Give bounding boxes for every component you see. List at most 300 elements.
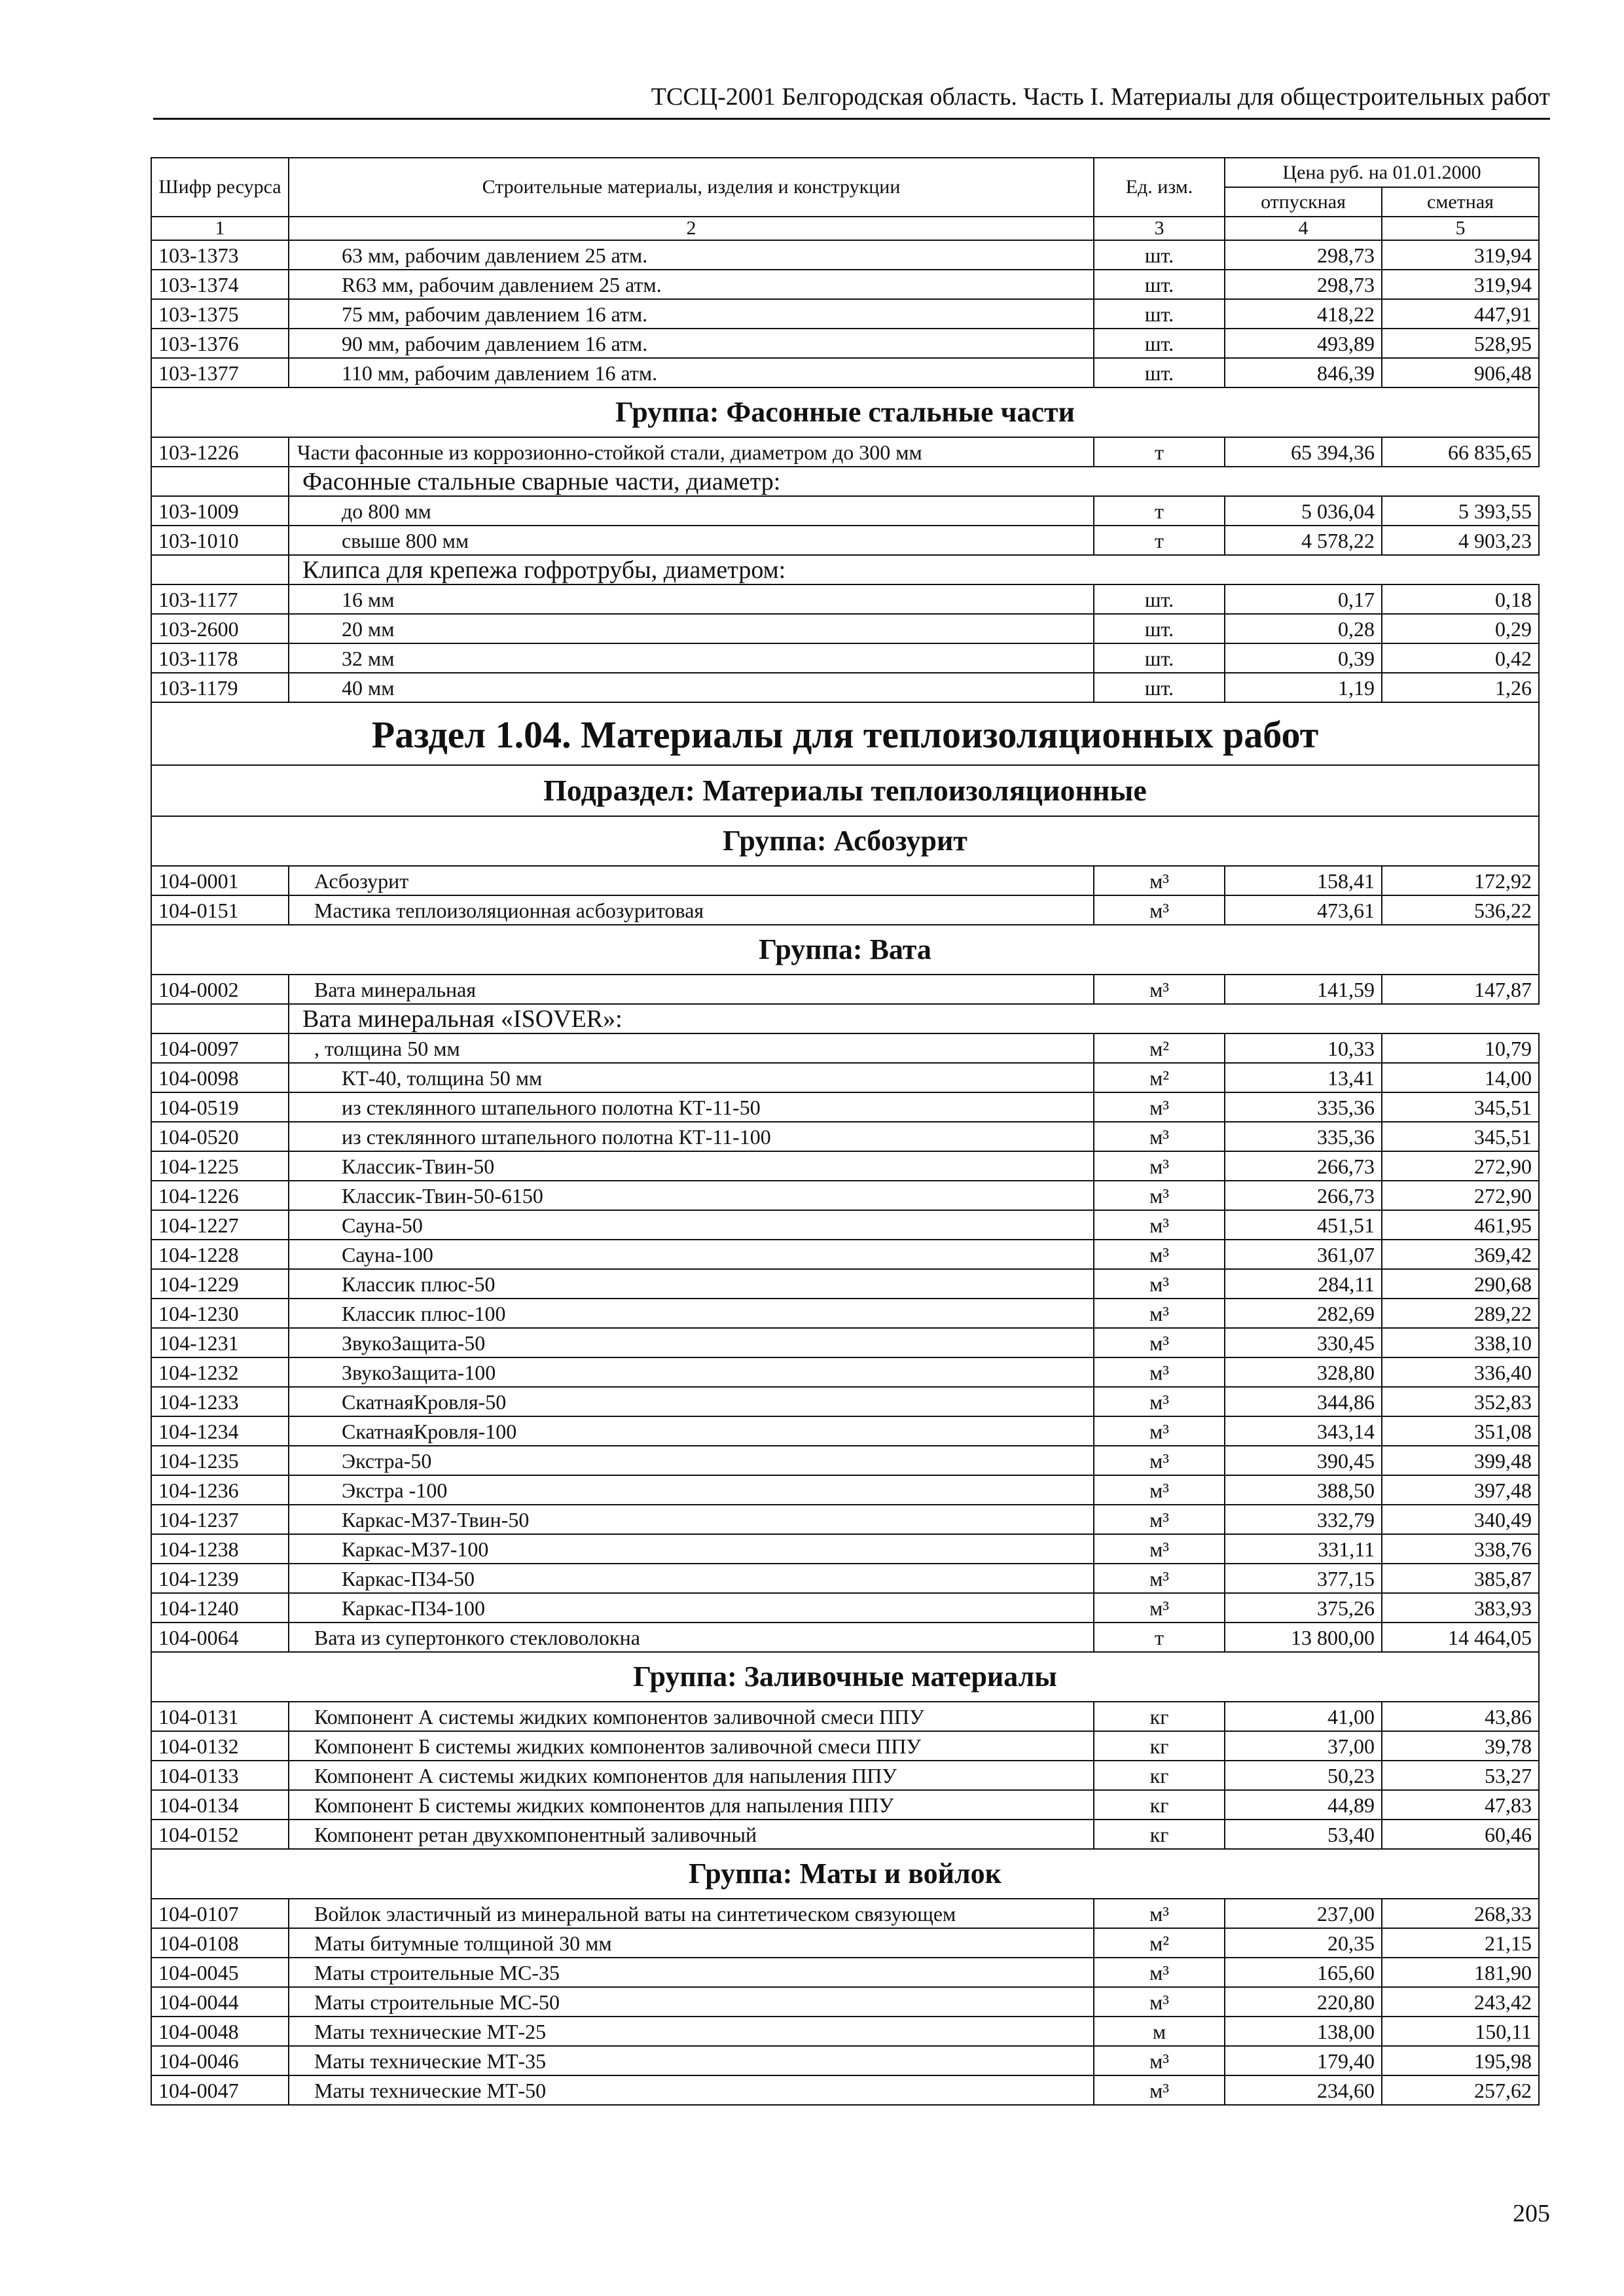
unit-of-measure: м³ xyxy=(1094,1092,1225,1122)
section-title: Раздел 1.04. Материалы для теплоизоляционных работ xyxy=(151,702,1539,765)
resource-code: 104-1234 xyxy=(151,1416,289,1446)
subgroup-spacer xyxy=(151,467,289,496)
group-title: Группа: Фасонные стальные части xyxy=(151,387,1539,437)
estimate-price: 345,51 xyxy=(1382,1122,1539,1151)
release-price: 388,50 xyxy=(1225,1475,1382,1505)
table-row xyxy=(151,1899,1539,1928)
resource-code: 103-1177 xyxy=(151,584,289,614)
release-price: 846,39 xyxy=(1225,358,1382,387)
unit-of-measure: м³ xyxy=(1094,1299,1225,1328)
resource-code: 103-1226 xyxy=(151,437,289,467)
release-price: 50,23 xyxy=(1225,1761,1382,1790)
material-name: Мастика теплоизоляционная асбозуритовая xyxy=(289,895,1094,925)
material-name: 32 мм xyxy=(289,643,1094,673)
table-row xyxy=(151,437,1539,467)
release-price: 335,36 xyxy=(1225,1092,1382,1122)
unit-of-measure: шт. xyxy=(1094,240,1225,270)
group-title: Группа: Вата xyxy=(151,925,1539,975)
release-price: 331,11 xyxy=(1225,1534,1382,1564)
material-name: Экстра -100 xyxy=(289,1475,1094,1505)
table-row xyxy=(151,1122,1539,1151)
material-name: Маты технические МТ-25 xyxy=(289,2017,1094,2046)
table-row xyxy=(151,1357,1539,1387)
estimate-price: 147,87 xyxy=(1382,975,1539,1004)
estimate-price: 399,48 xyxy=(1382,1446,1539,1475)
resource-code: 104-0048 xyxy=(151,2017,289,2046)
release-price: 158,41 xyxy=(1225,866,1382,895)
unit-of-measure: м³ xyxy=(1094,1416,1225,1446)
unit-of-measure: м³ xyxy=(1094,1181,1225,1210)
unit-of-measure: м³ xyxy=(1094,1387,1225,1416)
table-row xyxy=(151,1387,1539,1416)
release-price: 335,36 xyxy=(1225,1122,1382,1151)
release-price: 298,73 xyxy=(1225,270,1382,299)
table-row xyxy=(151,1534,1539,1564)
table-row xyxy=(151,584,1539,614)
unit-of-measure: м³ xyxy=(1094,895,1225,925)
material-name: свыше 800 мм xyxy=(289,526,1094,555)
table-row xyxy=(151,1416,1539,1446)
estimate-price: 351,08 xyxy=(1382,1416,1539,1446)
material-name: Компонент Б системы жидких компонентов заливочной смеси ППУ xyxy=(289,1731,1094,1761)
table-row xyxy=(151,1958,1539,1987)
table-body xyxy=(151,240,1539,2105)
resource-code: 104-0098 xyxy=(151,1063,289,1092)
table-row xyxy=(151,1092,1539,1122)
subsection-title: Подраздел: Материалы теплоизоляционные xyxy=(151,765,1539,816)
table-row xyxy=(151,526,1539,555)
estimate-price: 289,22 xyxy=(1382,1299,1539,1328)
table-row xyxy=(151,1181,1539,1210)
estimate-price: 385,87 xyxy=(1382,1564,1539,1593)
table-header xyxy=(151,158,1539,240)
resource-code: 103-1374 xyxy=(151,270,289,299)
release-price: 220,80 xyxy=(1225,1987,1382,2017)
table-row xyxy=(151,329,1539,358)
resource-code: 104-1229 xyxy=(151,1269,289,1299)
col-header-price: Цена руб. на 01.01.2000 xyxy=(1225,158,1539,187)
unit-of-measure: м³ xyxy=(1094,1475,1225,1505)
release-price: 284,11 xyxy=(1225,1269,1382,1299)
table-row xyxy=(151,673,1539,702)
table-row xyxy=(151,2075,1539,2105)
subgroup-row xyxy=(151,467,1539,496)
table-row xyxy=(151,1446,1539,1475)
material-name: Классик плюс-100 xyxy=(289,1299,1094,1328)
material-name: Маты строительные МС-50 xyxy=(289,1987,1094,2017)
release-price: 451,51 xyxy=(1225,1210,1382,1240)
estimate-price: 14,00 xyxy=(1382,1063,1539,1092)
material-name: КТ-40, толщина 50 мм xyxy=(289,1063,1094,1092)
release-price: 1,19 xyxy=(1225,673,1382,702)
material-name: Компонент Б системы жидких компонентов для напыления ППУ xyxy=(289,1790,1094,1820)
resource-code: 104-1237 xyxy=(151,1505,289,1534)
estimate-price: 1,26 xyxy=(1382,673,1539,702)
resource-code: 104-0519 xyxy=(151,1092,289,1122)
unit-of-measure: м³ xyxy=(1094,1151,1225,1181)
resource-code: 104-0107 xyxy=(151,1899,289,1928)
unit-of-measure: м³ xyxy=(1094,1328,1225,1357)
material-name: Каркас-М37-100 xyxy=(289,1534,1094,1564)
group-title: Группа: Маты и войлок xyxy=(151,1849,1539,1899)
unit-of-measure: шт. xyxy=(1094,329,1225,358)
material-name: Классик-Твин-50 xyxy=(289,1151,1094,1181)
resource-code: 104-0134 xyxy=(151,1790,289,1820)
unit-of-measure: м³ xyxy=(1094,1240,1225,1269)
resource-code: 104-0131 xyxy=(151,1702,289,1731)
estimate-price: 39,78 xyxy=(1382,1731,1539,1761)
material-name: ЗвукоЗащита-100 xyxy=(289,1357,1094,1387)
resource-code: 104-1232 xyxy=(151,1357,289,1387)
material-name: 16 мм xyxy=(289,584,1094,614)
material-name: Войлок эластичный из минеральной ваты на синтетическом связующем xyxy=(289,1899,1094,1928)
estimate-price: 195,98 xyxy=(1382,2046,1539,2075)
table-row xyxy=(151,1564,1539,1593)
col-number-4: 4 xyxy=(1225,217,1382,240)
header-rule xyxy=(153,118,1550,120)
col-number-2: 2 xyxy=(289,217,1094,240)
resource-code: 103-1179 xyxy=(151,673,289,702)
unit-of-measure: кг xyxy=(1094,1702,1225,1731)
estimate-price: 60,46 xyxy=(1382,1820,1539,1849)
table-row xyxy=(151,240,1539,270)
unit-of-measure: м³ xyxy=(1094,2046,1225,2075)
table-row xyxy=(151,496,1539,526)
material-name: Вата минеральная xyxy=(289,975,1094,1004)
table-row xyxy=(151,1033,1539,1063)
table-row xyxy=(151,2046,1539,2075)
release-price: 266,73 xyxy=(1225,1181,1382,1210)
group-heading-row xyxy=(151,1849,1539,1899)
release-price: 41,00 xyxy=(1225,1702,1382,1731)
material-name: Вата из супертонкого стекловолокна xyxy=(289,1623,1094,1652)
unit-of-measure: м³ xyxy=(1094,1122,1225,1151)
estimate-price: 336,40 xyxy=(1382,1357,1539,1387)
resource-code: 104-1228 xyxy=(151,1240,289,1269)
estimate-price: 340,49 xyxy=(1382,1505,1539,1534)
price-table xyxy=(151,157,1540,2106)
resource-code: 104-1226 xyxy=(151,1181,289,1210)
resource-code: 104-1235 xyxy=(151,1446,289,1475)
col-header-code: Шифр ресурса xyxy=(151,158,289,217)
material-name: ЗвукоЗащита-50 xyxy=(289,1328,1094,1357)
col-header-name: Строительные материалы, изделия и конструкции xyxy=(289,158,1094,217)
material-name: Экстра-50 xyxy=(289,1446,1094,1475)
estimate-price: 0,42 xyxy=(1382,643,1539,673)
material-name: Сауна-50 xyxy=(289,1210,1094,1240)
estimate-price: 43,86 xyxy=(1382,1702,1539,1731)
release-price: 343,14 xyxy=(1225,1416,1382,1446)
material-name: Компонент ретан двухкомпонентный заливочный xyxy=(289,1820,1094,1849)
release-price: 165,60 xyxy=(1225,1958,1382,1987)
resource-code: 103-1009 xyxy=(151,496,289,526)
subgroup-title: Клипса для крепежа гофротрубы, диаметром: xyxy=(289,555,1539,584)
unit-of-measure: шт. xyxy=(1094,584,1225,614)
release-price: 37,00 xyxy=(1225,1731,1382,1761)
subgroup-title: Фасонные стальные сварные части, диаметр: xyxy=(289,467,1539,496)
unit-of-measure: м³ xyxy=(1094,1987,1225,2017)
table-row xyxy=(151,1240,1539,1269)
table-row xyxy=(151,299,1539,329)
release-price: 10,33 xyxy=(1225,1033,1382,1063)
estimate-price: 447,91 xyxy=(1382,299,1539,329)
unit-of-measure: кг xyxy=(1094,1790,1225,1820)
resource-code: 103-1376 xyxy=(151,329,289,358)
estimate-price: 150,11 xyxy=(1382,2017,1539,2046)
release-price: 0,39 xyxy=(1225,643,1382,673)
estimate-price: 53,27 xyxy=(1382,1761,1539,1790)
table-row xyxy=(151,975,1539,1004)
subgroup-title: Вата минеральная «ISOVER»: xyxy=(289,1004,1539,1033)
unit-of-measure: м³ xyxy=(1094,2075,1225,2105)
resource-code: 104-0151 xyxy=(151,895,289,925)
resource-code: 104-0064 xyxy=(151,1623,289,1652)
section-heading-row xyxy=(151,702,1539,765)
unit-of-measure: м³ xyxy=(1094,1357,1225,1387)
unit-of-measure: т xyxy=(1094,496,1225,526)
release-price: 473,61 xyxy=(1225,895,1382,925)
resource-code: 103-1375 xyxy=(151,299,289,329)
estimate-price: 47,83 xyxy=(1382,1790,1539,1820)
subsection-heading-row xyxy=(151,765,1539,816)
release-price: 0,17 xyxy=(1225,584,1382,614)
estimate-price: 528,95 xyxy=(1382,329,1539,358)
estimate-price: 345,51 xyxy=(1382,1092,1539,1122)
material-name: Асбозурит xyxy=(289,866,1094,895)
material-name: Классик плюс-50 xyxy=(289,1269,1094,1299)
release-price: 344,86 xyxy=(1225,1387,1382,1416)
estimate-price: 272,90 xyxy=(1382,1151,1539,1181)
resource-code: 104-1238 xyxy=(151,1534,289,1564)
group-heading-row xyxy=(151,1652,1539,1702)
table-row xyxy=(151,1593,1539,1623)
estimate-price: 5 393,55 xyxy=(1382,496,1539,526)
col-number-5: 5 xyxy=(1382,217,1539,240)
table-row xyxy=(151,1328,1539,1357)
material-name: 75 мм, рабочим давлением 16 атм. xyxy=(289,299,1094,329)
estimate-price: 383,93 xyxy=(1382,1593,1539,1623)
table-row xyxy=(151,1269,1539,1299)
material-name: до 800 мм xyxy=(289,496,1094,526)
resource-code: 104-0152 xyxy=(151,1820,289,1849)
material-name: Каркас-П34-50 xyxy=(289,1564,1094,1593)
material-name: Компонент А системы жидких компонентов для напыления ППУ xyxy=(289,1761,1094,1790)
material-name: 40 мм xyxy=(289,673,1094,702)
material-name: Маты технические МТ-35 xyxy=(289,2046,1094,2075)
unit-of-measure: м² xyxy=(1094,1033,1225,1063)
release-price: 298,73 xyxy=(1225,240,1382,270)
resource-code: 104-0046 xyxy=(151,2046,289,2075)
col-number-3: 3 xyxy=(1094,217,1225,240)
unit-of-measure: м³ xyxy=(1094,1269,1225,1299)
material-name: Маты строительные МС-35 xyxy=(289,1958,1094,1987)
unit-of-measure: м³ xyxy=(1094,1534,1225,1564)
resource-code: 104-0108 xyxy=(151,1928,289,1958)
release-price: 418,22 xyxy=(1225,299,1382,329)
col-number-1: 1 xyxy=(151,217,289,240)
table-row xyxy=(151,866,1539,895)
estimate-price: 369,42 xyxy=(1382,1240,1539,1269)
material-name: СкатнаяКровля-100 xyxy=(289,1416,1094,1446)
table-row xyxy=(151,1928,1539,1958)
material-name: 90 мм, рабочим давлением 16 атм. xyxy=(289,329,1094,358)
group-title: Группа: Заливочные материалы xyxy=(151,1652,1539,1702)
estimate-price: 338,76 xyxy=(1382,1534,1539,1564)
release-price: 493,89 xyxy=(1225,329,1382,358)
table-row xyxy=(151,2017,1539,2046)
table-row xyxy=(151,1987,1539,2017)
release-price: 65 394,36 xyxy=(1225,437,1382,467)
unit-of-measure: т xyxy=(1094,1623,1225,1652)
resource-code: 103-2600 xyxy=(151,614,289,643)
material-name: Классик-Твин-50-6150 xyxy=(289,1181,1094,1210)
resource-code: 104-0132 xyxy=(151,1731,289,1761)
unit-of-measure: м³ xyxy=(1094,1505,1225,1534)
resource-code: 104-0044 xyxy=(151,1987,289,2017)
estimate-price: 268,33 xyxy=(1382,1899,1539,1928)
material-name: из стеклянного штапельного полотна КТ-11-50 xyxy=(289,1092,1094,1122)
material-name: Сауна-100 xyxy=(289,1240,1094,1269)
table-row xyxy=(151,1702,1539,1731)
unit-of-measure: кг xyxy=(1094,1820,1225,1849)
unit-of-measure: шт. xyxy=(1094,673,1225,702)
col-header-unit: Ед. изм. xyxy=(1094,158,1225,217)
estimate-price: 536,22 xyxy=(1382,895,1539,925)
table-row xyxy=(151,1820,1539,1849)
table-row xyxy=(151,358,1539,387)
unit-of-measure: м³ xyxy=(1094,866,1225,895)
unit-of-measure: м² xyxy=(1094,1063,1225,1092)
release-price: 13 800,00 xyxy=(1225,1623,1382,1652)
table-row xyxy=(151,1063,1539,1092)
release-price: 138,00 xyxy=(1225,2017,1382,2046)
table-row xyxy=(151,1623,1539,1652)
estimate-price: 257,62 xyxy=(1382,2075,1539,2105)
estimate-price: 338,10 xyxy=(1382,1328,1539,1357)
material-name: СкатнаяКровля-50 xyxy=(289,1387,1094,1416)
table-row xyxy=(151,1151,1539,1181)
unit-of-measure: м³ xyxy=(1094,1564,1225,1593)
material-name: Компонент А системы жидких компонентов заливочной смеси ППУ xyxy=(289,1702,1094,1731)
resource-code: 104-1233 xyxy=(151,1387,289,1416)
resource-code: 103-1178 xyxy=(151,643,289,673)
unit-of-measure: м³ xyxy=(1094,1899,1225,1928)
subgroup-row xyxy=(151,555,1539,584)
release-price: 44,89 xyxy=(1225,1790,1382,1820)
release-price: 377,15 xyxy=(1225,1564,1382,1593)
unit-of-measure: м³ xyxy=(1094,1958,1225,1987)
release-price: 266,73 xyxy=(1225,1151,1382,1181)
material-name: Маты технические МТ-50 xyxy=(289,2075,1094,2105)
material-name: , толщина 50 мм xyxy=(289,1033,1094,1063)
unit-of-measure: кг xyxy=(1094,1731,1225,1761)
release-price: 332,79 xyxy=(1225,1505,1382,1534)
unit-of-measure: шт. xyxy=(1094,270,1225,299)
unit-of-measure: шт. xyxy=(1094,358,1225,387)
resource-code: 104-1240 xyxy=(151,1593,289,1623)
resource-code: 103-1010 xyxy=(151,526,289,555)
release-price: 0,28 xyxy=(1225,614,1382,643)
table-row xyxy=(151,614,1539,643)
unit-of-measure: шт. xyxy=(1094,299,1225,329)
group-title: Группа: Асбозурит xyxy=(151,816,1539,866)
release-price: 330,45 xyxy=(1225,1328,1382,1357)
estimate-price: 66 835,65 xyxy=(1382,437,1539,467)
table-row xyxy=(151,270,1539,299)
resource-code: 103-1373 xyxy=(151,240,289,270)
estimate-price: 397,48 xyxy=(1382,1475,1539,1505)
page-number: 205 xyxy=(1513,2200,1550,2227)
resource-code: 104-0097 xyxy=(151,1033,289,1063)
estimate-price: 243,42 xyxy=(1382,1987,1539,2017)
table-row xyxy=(151,643,1539,673)
resource-code: 104-0133 xyxy=(151,1761,289,1790)
unit-of-measure: шт. xyxy=(1094,614,1225,643)
col-header-estimate: сметная xyxy=(1382,187,1539,217)
resource-code: 104-1227 xyxy=(151,1210,289,1240)
estimate-price: 10,79 xyxy=(1382,1033,1539,1063)
unit-of-measure: шт. xyxy=(1094,643,1225,673)
material-name: R63 мм, рабочим давлением 25 атм. xyxy=(289,270,1094,299)
release-price: 375,26 xyxy=(1225,1593,1382,1623)
release-price: 390,45 xyxy=(1225,1446,1382,1475)
estimate-price: 4 903,23 xyxy=(1382,526,1539,555)
resource-code: 104-0001 xyxy=(151,866,289,895)
resource-code: 104-0047 xyxy=(151,2075,289,2105)
release-price: 234,60 xyxy=(1225,2075,1382,2105)
estimate-price: 181,90 xyxy=(1382,1958,1539,1987)
unit-of-measure: м³ xyxy=(1094,1446,1225,1475)
estimate-price: 319,94 xyxy=(1382,240,1539,270)
table-row xyxy=(151,1731,1539,1761)
estimate-price: 272,90 xyxy=(1382,1181,1539,1210)
estimate-price: 172,92 xyxy=(1382,866,1539,895)
unit-of-measure: м xyxy=(1094,2017,1225,2046)
resource-code: 104-1239 xyxy=(151,1564,289,1593)
estimate-price: 906,48 xyxy=(1382,358,1539,387)
estimate-price: 14 464,05 xyxy=(1382,1623,1539,1652)
unit-of-measure: м³ xyxy=(1094,1210,1225,1240)
unit-of-measure: т xyxy=(1094,526,1225,555)
release-price: 141,59 xyxy=(1225,975,1382,1004)
table-row xyxy=(151,1761,1539,1790)
estimate-price: 0,18 xyxy=(1382,584,1539,614)
unit-of-measure: кг xyxy=(1094,1761,1225,1790)
group-heading-row xyxy=(151,387,1539,437)
resource-code: 104-0002 xyxy=(151,975,289,1004)
unit-of-measure: м³ xyxy=(1094,975,1225,1004)
release-price: 237,00 xyxy=(1225,1899,1382,1928)
release-price: 282,69 xyxy=(1225,1299,1382,1328)
col-header-release: отпускная xyxy=(1225,187,1382,217)
material-name: 110 мм, рабочим давлением 16 атм. xyxy=(289,358,1094,387)
release-price: 53,40 xyxy=(1225,1820,1382,1849)
release-price: 20,35 xyxy=(1225,1928,1382,1958)
unit-of-measure: м³ xyxy=(1094,1593,1225,1623)
subgroup-row xyxy=(151,1004,1539,1033)
group-heading-row xyxy=(151,816,1539,866)
unit-of-measure: м² xyxy=(1094,1928,1225,1958)
resource-code: 104-1231 xyxy=(151,1328,289,1357)
table-row xyxy=(151,1299,1539,1328)
material-name: из стеклянного штапельного полотна КТ-11-100 xyxy=(289,1122,1094,1151)
resource-code: 104-1230 xyxy=(151,1299,289,1328)
table-row xyxy=(151,1475,1539,1505)
material-name: 20 мм xyxy=(289,614,1094,643)
page-header-title: ТССЦ-2001 Белгородская область. Часть I. Материалы для общестроительных работ xyxy=(651,83,1550,111)
release-price: 361,07 xyxy=(1225,1240,1382,1269)
table-row xyxy=(151,1505,1539,1534)
